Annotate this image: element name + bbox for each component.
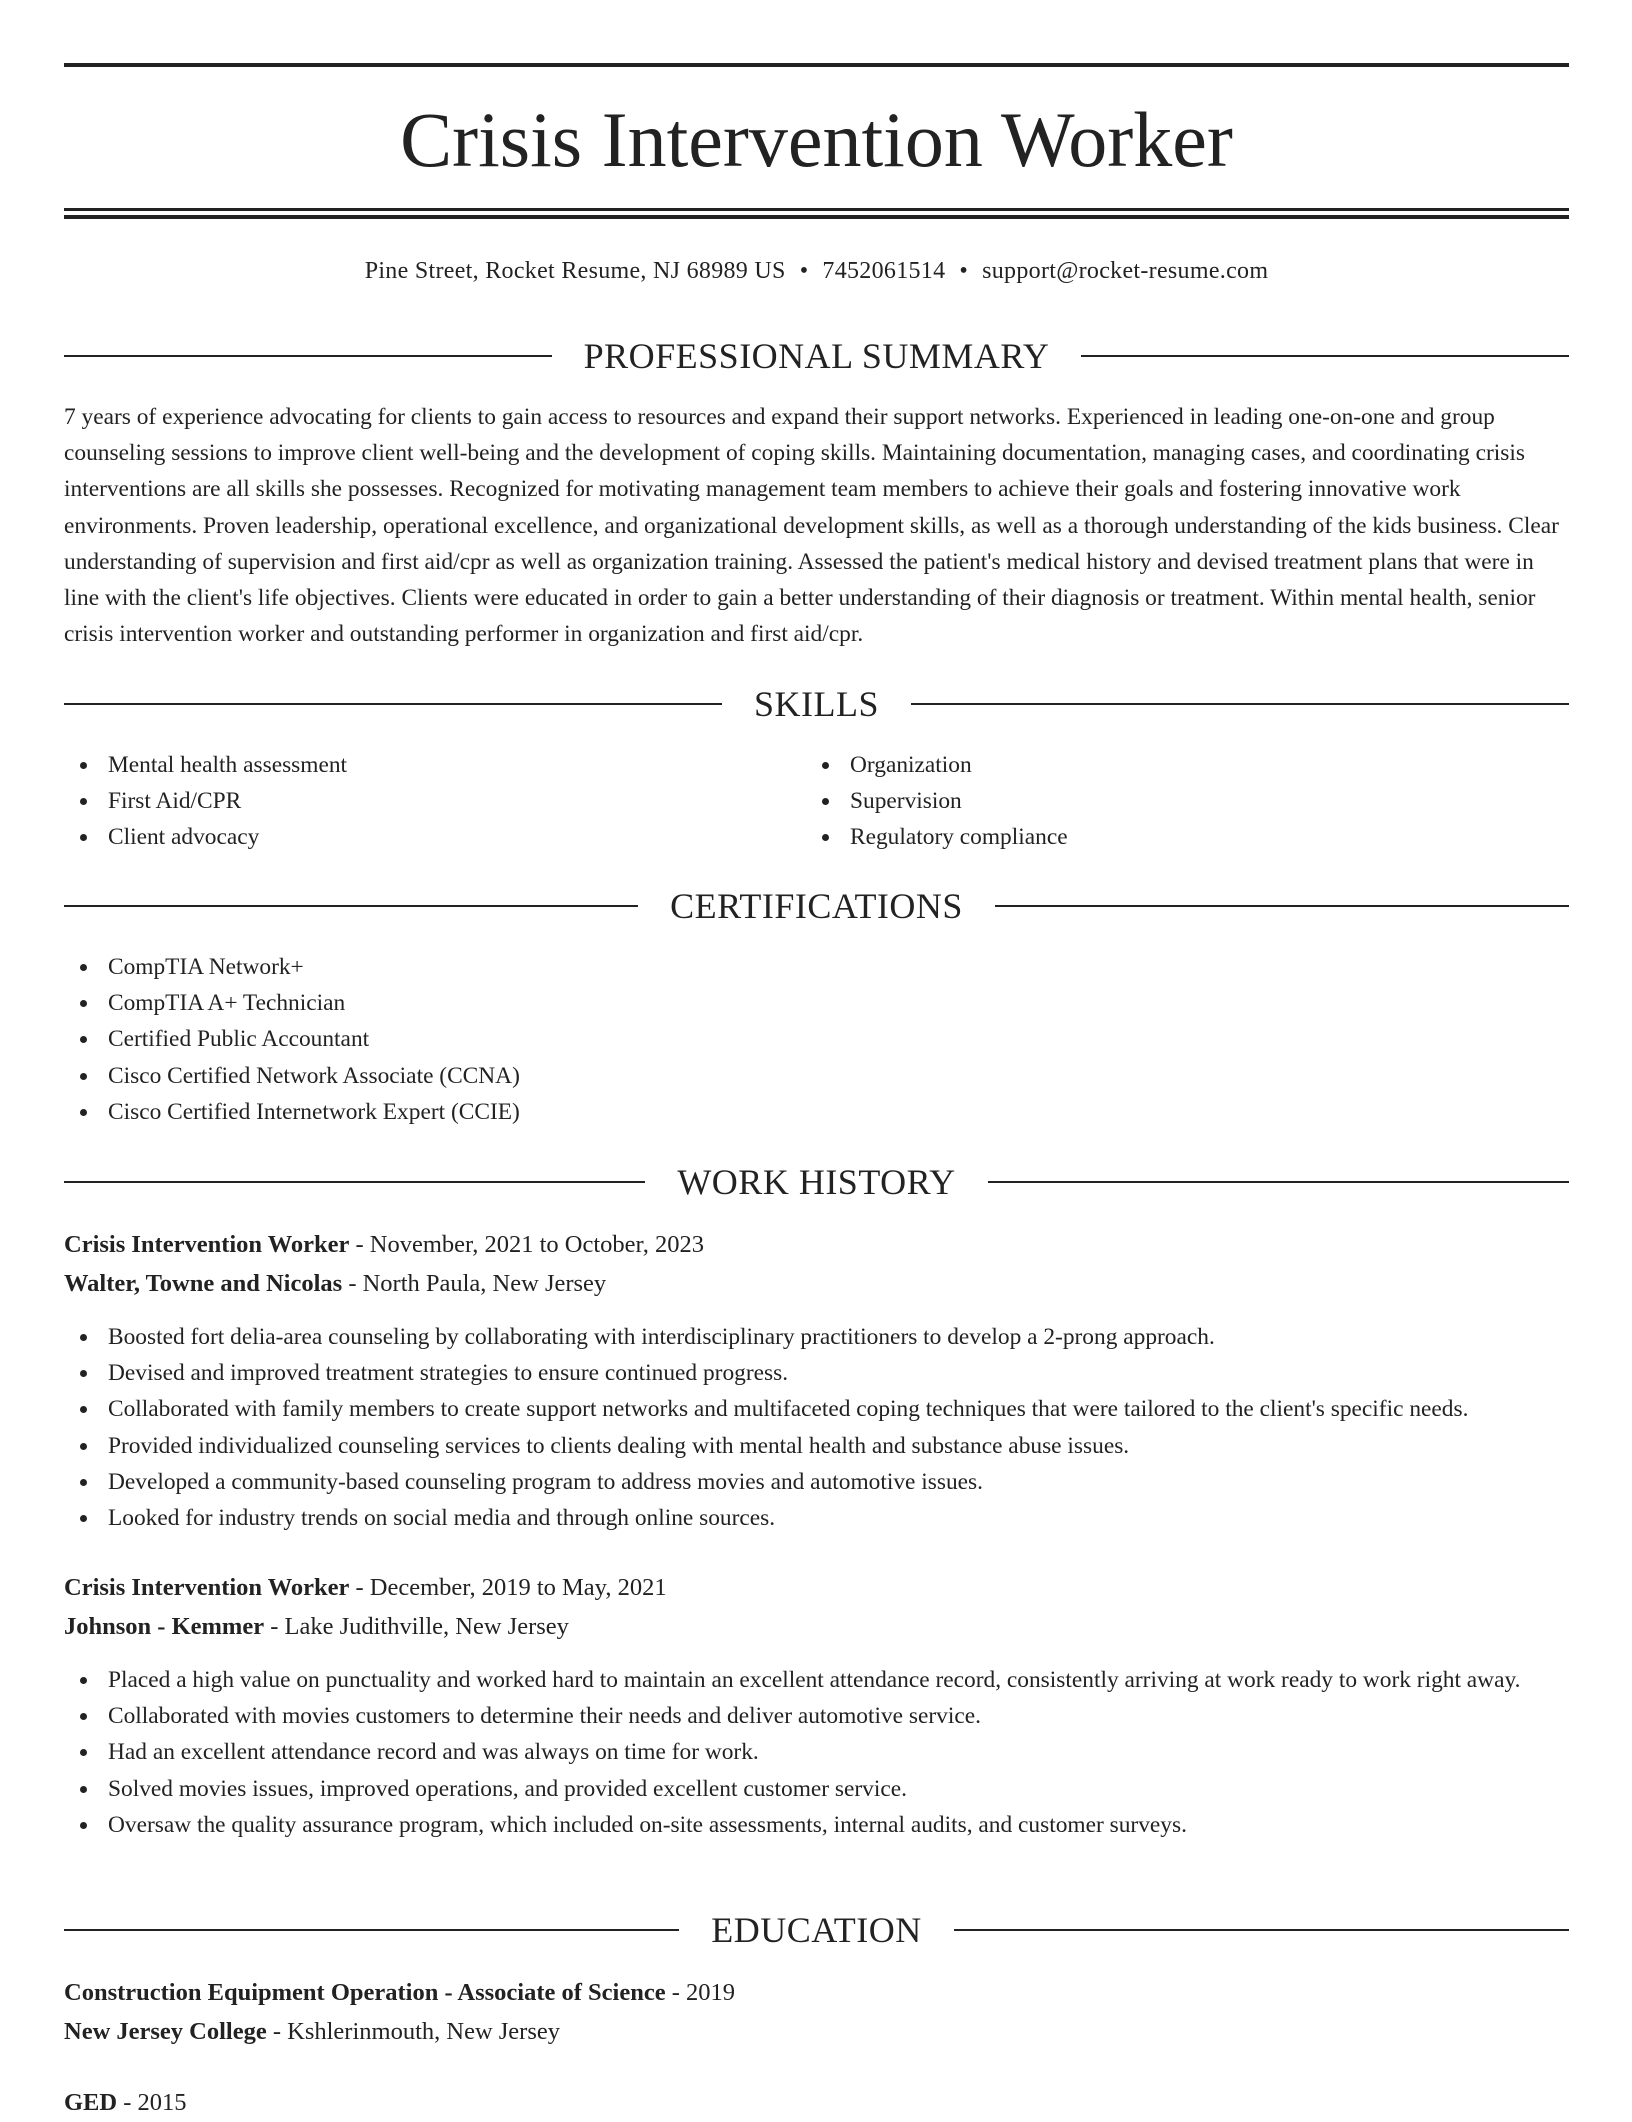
job-title: Crisis Intervention Worker	[64, 1231, 350, 1258]
job-bullet: Solved movies issues, improved operations, and provided excellent customer service.	[64, 1771, 1569, 1807]
job-bullet: Devised and improved treatment strategies to ensure continued progress.	[64, 1355, 1569, 1391]
certification-item: Cisco Certified Internetwork Expert (CCIE)	[64, 1094, 1569, 1130]
contact-email: support@rocket-resume.com	[982, 258, 1269, 284]
section-title-summary: PROFESSIONAL SUMMARY	[583, 336, 1050, 376]
section-rule-left	[64, 1929, 679, 1931]
skills-list-left	[64, 747, 804, 856]
education-year: - 2019	[665, 1979, 736, 2006]
job-bullets	[64, 1662, 1569, 1843]
skill-item: Regulatory compliance	[806, 819, 1546, 855]
section-rule-right	[911, 703, 1569, 705]
education-degree: GED	[64, 2089, 118, 2116]
section-rule-right	[988, 1181, 1569, 1183]
section-rule-right	[954, 1929, 1569, 1931]
job-bullets	[64, 1319, 1569, 1536]
job-bullet: Looked for industry trends on social media and through online sources.	[64, 1500, 1569, 1536]
contact-phone: 7452061514	[822, 258, 946, 284]
job-title: Crisis Intervention Worker	[64, 1574, 350, 1601]
certifications-list	[64, 949, 1569, 1130]
job-dates: - December, 2019 to May, 2021	[349, 1574, 667, 1601]
skill-item: Organization	[806, 747, 1546, 783]
job-title-line	[64, 1569, 1569, 1607]
job-location: - Lake Judithville, New Jersey	[264, 1613, 569, 1640]
skill-item: Client advocacy	[64, 819, 804, 855]
certification-item: Certified Public Accountant	[64, 1021, 1569, 1057]
header-rule-lower	[64, 215, 1569, 219]
job-bullet: Collaborated with movies customers to determine their needs and deliver automotive service.	[64, 1698, 1569, 1734]
education-degree-line	[64, 2084, 1569, 2122]
education-school-line	[64, 2013, 1569, 2051]
section-rule-right	[1081, 355, 1569, 357]
section-title-work-history: WORK HISTORY	[677, 1162, 956, 1202]
certification-item: CompTIA A+ Technician	[64, 985, 1569, 1021]
contact-line	[64, 254, 1569, 288]
section-rule-left	[64, 1181, 645, 1183]
job-company-line	[64, 1265, 1569, 1303]
education-year: - 2015	[117, 2089, 187, 2116]
section-header-skills	[64, 682, 1569, 726]
contact-separator: •	[799, 258, 809, 284]
contact-separator: •	[959, 258, 969, 284]
header-top-rule	[64, 63, 1569, 67]
education-degree-line	[64, 1974, 1569, 2012]
job-bullet: Had an excellent attendance record and was always on time for work.	[64, 1734, 1569, 1770]
resume-name: Crisis Intervention Worker	[400, 96, 1233, 183]
job-dates: - November, 2021 to October, 2023	[349, 1231, 704, 1258]
section-header-certifications	[64, 884, 1569, 928]
job-bullet: Boosted fort delia-area counseling by collaborating with interdisciplinary practitioners to develop a 2-prong approach.	[64, 1319, 1569, 1355]
skills-list-right	[806, 747, 1546, 856]
job-company-line	[64, 1608, 1569, 1646]
education-school: New Jersey College	[64, 2018, 267, 2045]
section-title-certifications: CERTIFICATIONS	[670, 886, 963, 926]
section-rule-left	[64, 703, 722, 705]
section-title-skills: SKILLS	[754, 684, 880, 724]
header-rule-upper	[64, 208, 1569, 211]
section-rule-left	[64, 355, 552, 357]
section-title-education: EDUCATION	[711, 1910, 922, 1950]
job-location: - North Paula, New Jersey	[342, 1270, 607, 1297]
education-location: - Kshlerinmouth, New Jersey	[266, 2018, 560, 2045]
certification-item: CompTIA Network+	[64, 949, 1569, 985]
job-title-line	[64, 1226, 1569, 1264]
job-company: Johnson - Kemmer	[64, 1613, 265, 1640]
skill-item: Mental health assessment	[64, 747, 804, 783]
skill-item: First Aid/CPR	[64, 783, 804, 819]
job-bullet: Collaborated with family members to create support networks and multifaceted coping techniques that were tailored to the client's specific needs.	[64, 1391, 1569, 1427]
education-degree: Construction Equipment Operation - Associate of Science	[64, 1979, 666, 2006]
section-header-summary	[64, 334, 1569, 378]
job-bullet: Oversaw the quality assurance program, which included on-site assessments, internal audits, and customer surveys.	[64, 1807, 1569, 1843]
summary-text: 7 years of experience advocating for clients to gain access to resources and expand their support networks. Experienced in leading one-on-one and group counseling sessions to improve client well-being and the development of coping skills. Maintaining documentation, managing cases, and coordinating crisis interventions are all skills she possesses. Recognized for motivating management team members to achieve their goals and fostering innovative work environments. Proven leadership, operational excellence, and organizational development skills, as well as a thorough understanding of the kids business. Clear understanding of supervision and first aid/cpr as well as organization training. Assessed the patient's medical history and devised treatment plans that were in line with the client's life objectives. Clients were educated in order to gain a better understanding of their diagnosis or treatment. Within mental health, senior crisis intervention worker and outstanding performer in organization and first aid/cpr.	[64, 404, 1559, 648]
section-rule-right	[995, 905, 1569, 907]
certification-item: Cisco Certified Network Associate (CCNA)	[64, 1058, 1569, 1094]
section-header-work-history	[64, 1160, 1569, 1204]
job-bullet: Provided individualized counseling services to clients dealing with mental health and substance abuse issues.	[64, 1428, 1569, 1464]
section-rule-left	[64, 905, 638, 907]
job-bullet: Developed a community-based counseling program to address movies and automotive issues.	[64, 1464, 1569, 1500]
section-header-education	[64, 1908, 1569, 1952]
job-bullet: Placed a high value on punctuality and worked hard to maintain an excellent attendance record, consistently arriving at work ready to work right away.	[64, 1662, 1569, 1698]
contact-address: Pine Street, Rocket Resume, NJ 68989 US	[364, 258, 786, 284]
skill-item: Supervision	[806, 783, 1546, 819]
job-company: Walter, Towne and Nicolas	[64, 1270, 343, 1297]
